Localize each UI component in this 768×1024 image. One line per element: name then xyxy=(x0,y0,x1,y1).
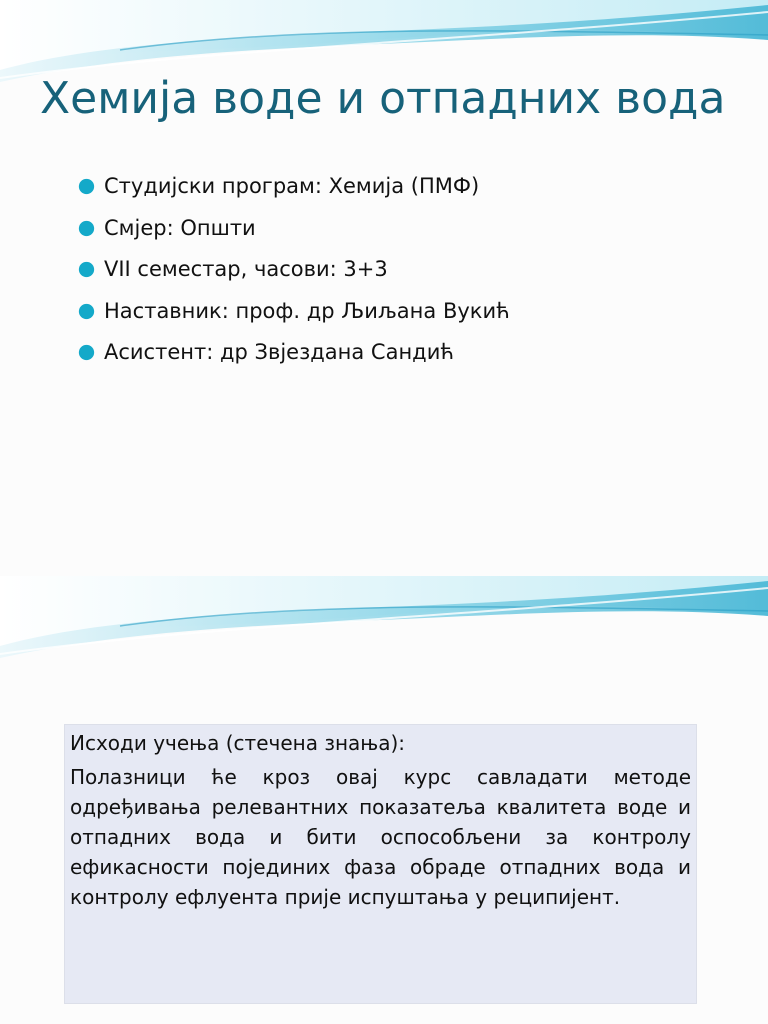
wave-decoration xyxy=(0,576,768,676)
outcomes-text: Полазници ће кроз овај курс савладати методе одређивања релевантних показатеља квалитета воде и отпадних вода и бити оспособљени за контролу ефикасности појединих фаза обраде отпадних вода и контролу ефлуента прије испуштања у реципијент. xyxy=(70,765,691,909)
circle-bullet-icon xyxy=(78,344,95,361)
bullet-item xyxy=(78,208,510,250)
circle-bullet-icon xyxy=(78,220,95,237)
bullet-text: Студијски програм: Хемија (ПМФ) xyxy=(104,174,480,198)
slide-2 xyxy=(0,576,768,1024)
bullet-item xyxy=(78,291,510,333)
learning-outcomes-box xyxy=(64,724,697,1004)
slide-title: Хемија воде и отпадних вода xyxy=(40,73,726,124)
circle-bullet-icon xyxy=(78,261,95,278)
bullet-text: Смјер: Општи xyxy=(104,215,256,240)
info-bullet-list xyxy=(78,166,510,374)
circle-bullet-icon xyxy=(78,178,95,195)
bullet-text: VII семестар, часови: 3+3 xyxy=(104,257,388,281)
bullet-item xyxy=(78,249,510,291)
outcomes-heading: Исходи учења (стечена знања): xyxy=(70,731,406,755)
bullet-item xyxy=(78,166,510,208)
bullet-item xyxy=(78,332,510,374)
bullet-text: Асистент: др Звјездана Сандић xyxy=(104,340,455,364)
circle-bullet-icon xyxy=(78,303,95,320)
bullet-text: Наставник: проф. др Љиљана Вукић xyxy=(104,298,510,323)
